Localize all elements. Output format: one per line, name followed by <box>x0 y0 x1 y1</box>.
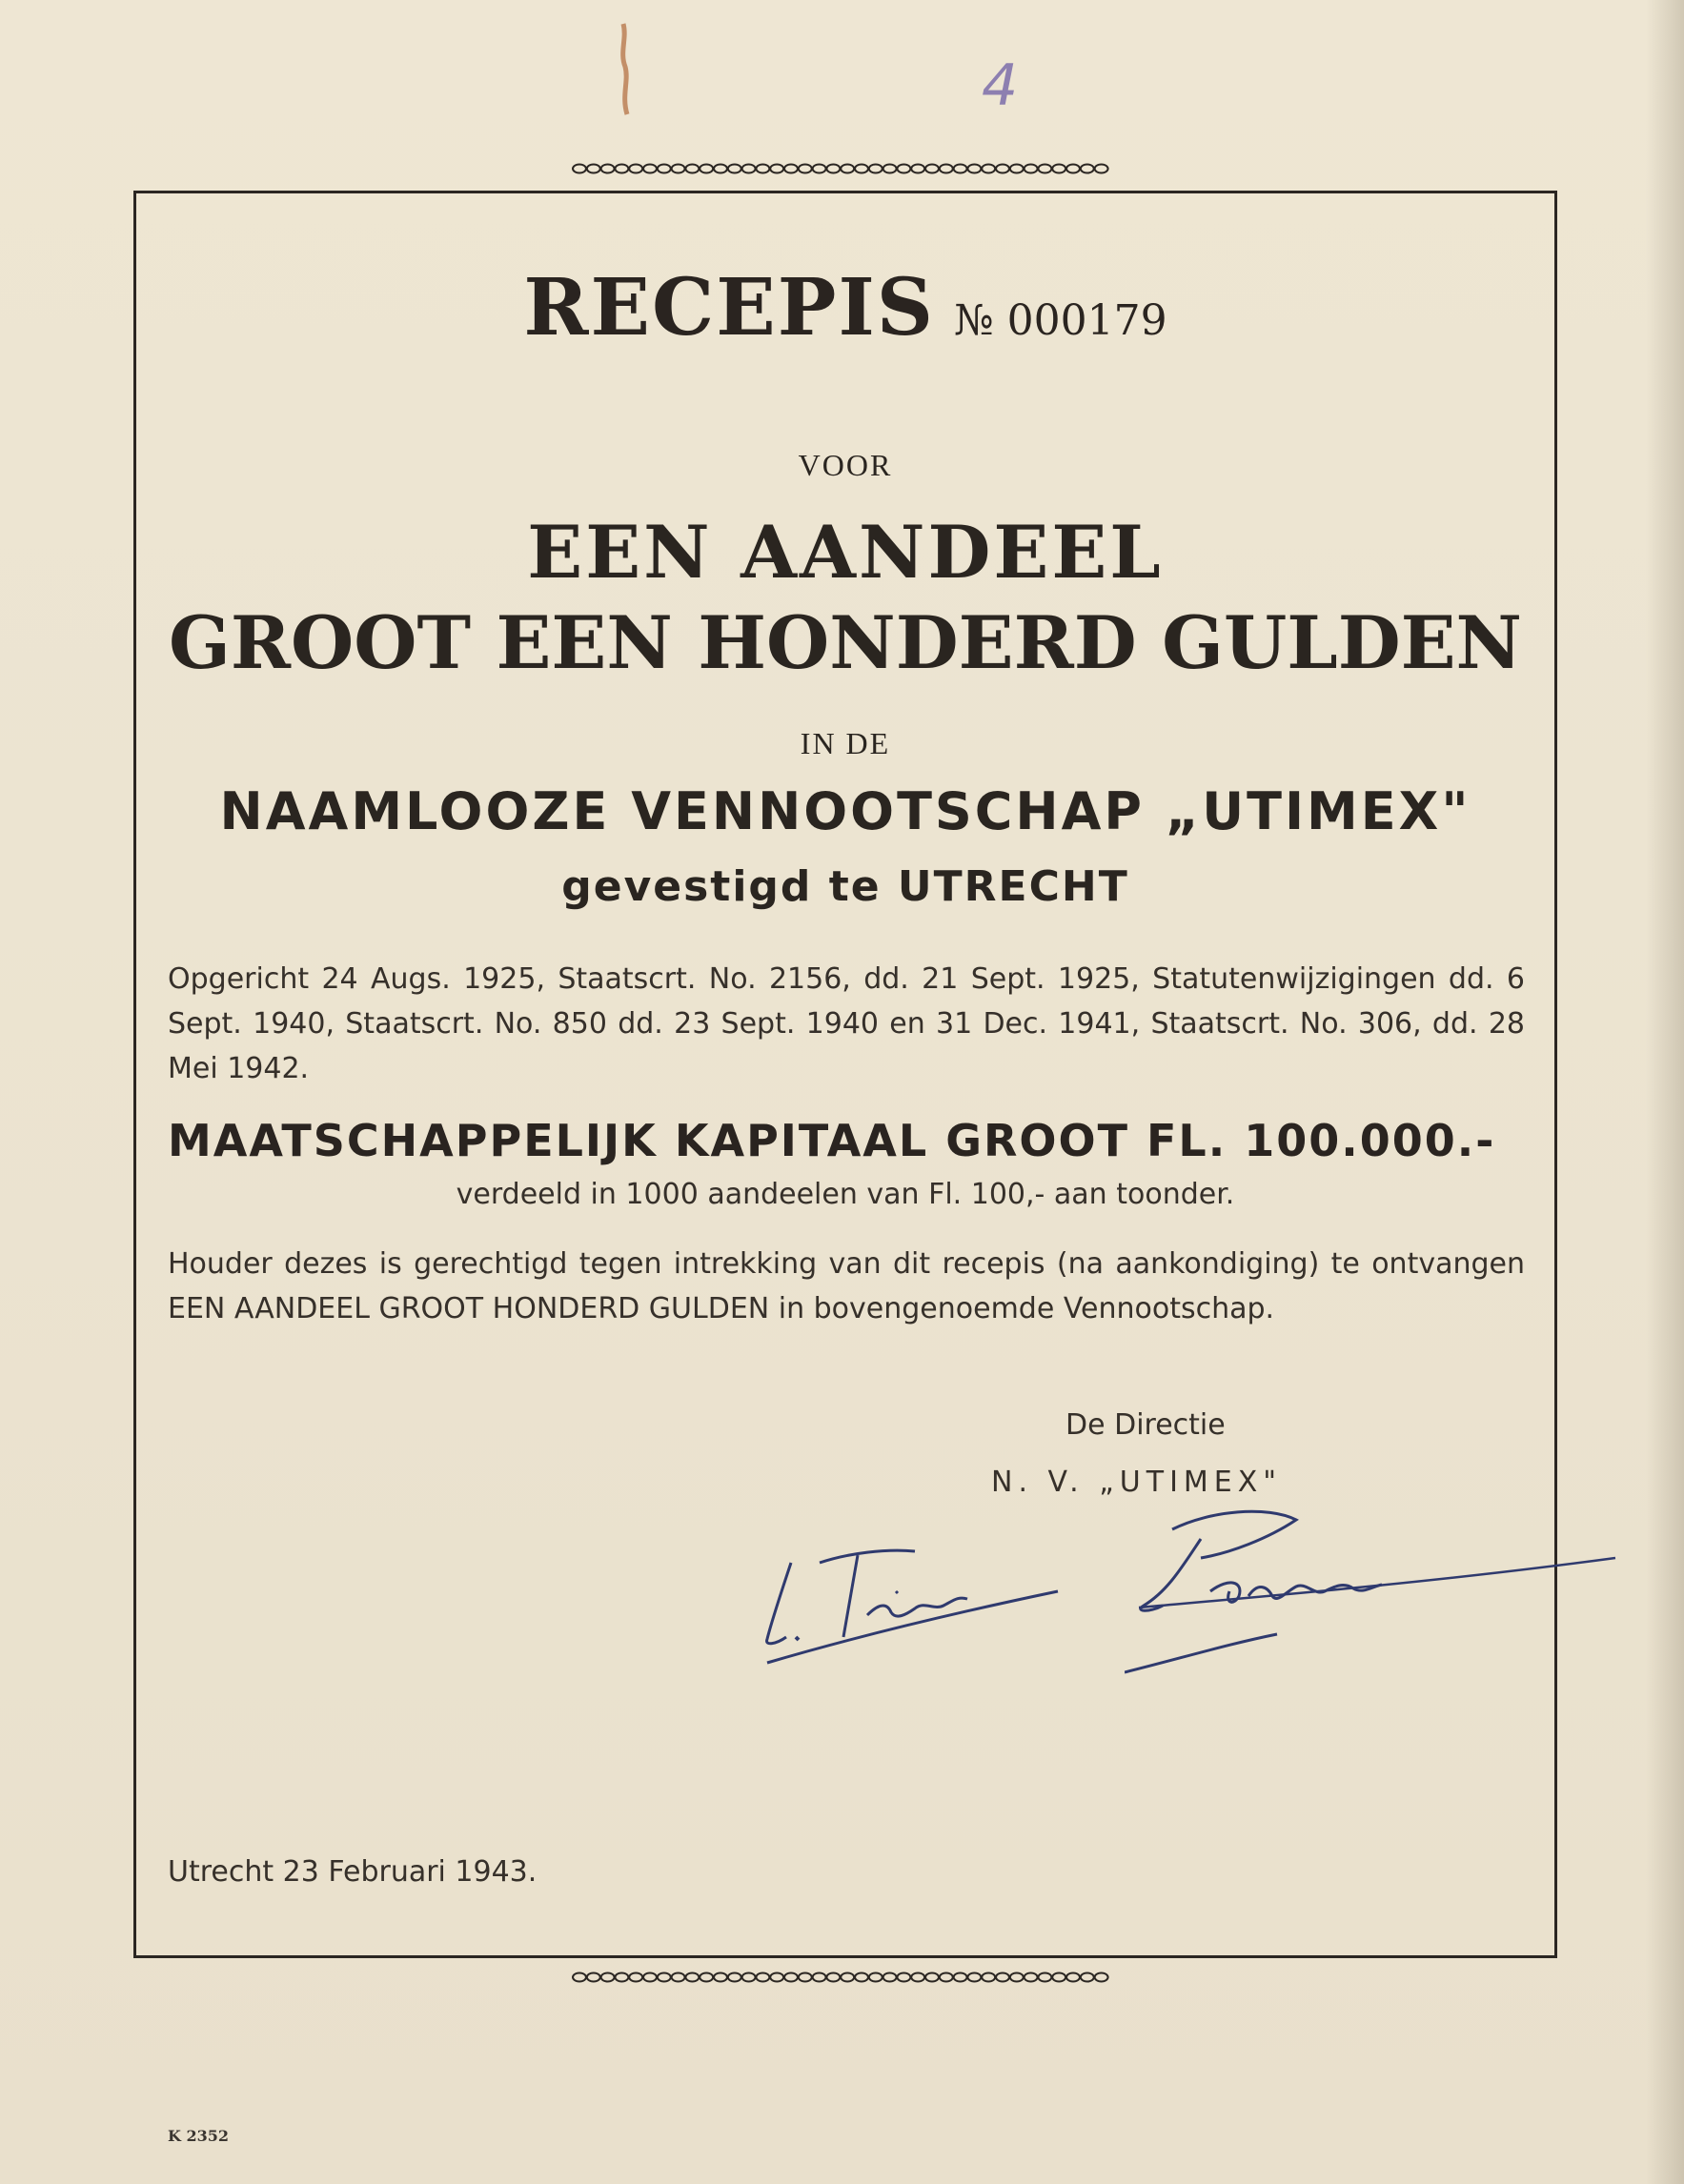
ornament-link <box>1081 165 1094 173</box>
document-title: RECEPIS <box>523 262 936 354</box>
ornament-link <box>1095 165 1108 173</box>
ornament-link <box>615 1973 628 1982</box>
ornament-link <box>982 1973 995 1982</box>
company-name: NAAMLOOZE VENNOOTSCHAP „UTIMEX" <box>219 781 1471 841</box>
ornament-link <box>1052 1973 1065 1982</box>
ornament-link <box>911 1973 924 1982</box>
ornament-link <box>883 1973 897 1982</box>
ornament-link <box>967 1973 981 1982</box>
ornament-link <box>799 1973 812 1982</box>
ornament-link <box>573 1973 586 1982</box>
ornament-link <box>826 1973 840 1982</box>
ornament-link <box>940 1973 953 1982</box>
ornament-link <box>1010 165 1024 173</box>
ornament-link <box>714 1973 727 1982</box>
ornament-link <box>911 165 924 173</box>
signature-right <box>1125 1501 1620 1682</box>
title-row <box>133 262 1557 354</box>
ornament-link <box>573 165 586 173</box>
ornament-link <box>897 1973 910 1982</box>
ornament-link <box>1066 165 1080 173</box>
in-de-label: IN DE <box>800 726 891 760</box>
ornament-link <box>1095 1973 1108 1982</box>
ornament-link <box>770 165 783 173</box>
receipt-number: № 000179 <box>954 296 1167 345</box>
ornament-link <box>967 165 981 173</box>
ornament-link <box>799 165 812 173</box>
place-and-date: Utrecht 23 Februari 1943. <box>168 1855 538 1889</box>
ornament-link <box>700 165 713 173</box>
ornament-link <box>700 1973 713 1982</box>
voor-label: VOOR <box>798 448 893 482</box>
ornament-link <box>728 165 741 173</box>
ornament-bottom <box>572 1969 1115 1986</box>
ornament-link <box>925 165 939 173</box>
ornament-link <box>1010 1973 1024 1982</box>
ornament-link <box>714 165 727 173</box>
ornament-link <box>685 1973 699 1982</box>
ornament-link <box>643 1973 657 1982</box>
ornament-link <box>658 165 671 173</box>
ornament-link <box>996 1973 1009 1982</box>
ornament-link <box>615 165 628 173</box>
ornament-link <box>954 1973 967 1982</box>
ornament-link <box>1038 165 1051 173</box>
ornament-link <box>1025 1973 1038 1982</box>
ornament-link <box>672 1973 685 1982</box>
capital-line: MAATSCHAPPELIJK KAPITAAL GROOT FL. 100.000.- <box>168 1115 1496 1166</box>
ornament-link <box>685 165 699 173</box>
ornament-link <box>672 165 685 173</box>
ornament-link <box>813 1973 826 1982</box>
ornament-link <box>897 165 910 173</box>
shares-division-line: verdeeld in 1000 aandeelen van Fl. 100,- aan toonder. <box>456 1178 1235 1211</box>
ornament-link <box>841 1973 854 1982</box>
ornament-link <box>728 1973 741 1982</box>
ornament-link <box>784 1973 798 1982</box>
ornament-link <box>883 165 897 173</box>
ornament-link <box>629 1973 642 1982</box>
directie-label: De Directie <box>1065 1408 1226 1442</box>
holder-paragraph: Houder dezes is gerechtigd tegen intrekking van dit recepis (na aankondiging) te ontvangen EEN AANDEEL GROOT HONDERD GULDEN in bovengenoemde Vennootschap. <box>168 1247 1525 1325</box>
ornament-link <box>643 165 657 173</box>
ornament-link <box>982 165 995 173</box>
ornament-link <box>940 165 953 173</box>
ornament-link <box>601 165 615 173</box>
nv-name: N. V. „UTIMEX" <box>991 1466 1283 1499</box>
ornament-link <box>813 165 826 173</box>
ornament-link <box>1066 1973 1080 1982</box>
ornament-link <box>855 1973 868 1982</box>
ornament-link <box>587 1973 600 1982</box>
ornament-link <box>1038 1973 1051 1982</box>
founding-paragraph: Opgericht 24 Augs. 1925, Staatscrt. No. 2156, dd. 21 Sept. 1925, Statutenwijzigingen dd. 6 Sept. 1940, Staatscrt. No. 850 dd. 23 Sept. 1940 en 31 Dec. 1941, Staatscrt. No. 306, dd. 28 Mei 1942. <box>168 962 1525 1085</box>
ornament-link <box>869 1973 883 1982</box>
share-heading-line2: GROOT EEN HONDERD GULDEN <box>168 600 1523 685</box>
ornament-link <box>658 1973 671 1982</box>
ornament-link <box>587 165 600 173</box>
ornament-top <box>572 160 1115 177</box>
share-heading-line1: EEN AANDEEL <box>527 510 1164 595</box>
ornament-link <box>954 165 967 173</box>
signature-left <box>753 1525 1067 1668</box>
ornament-link <box>826 165 840 173</box>
ornament-link <box>742 165 756 173</box>
paper-edge-shadow <box>1646 0 1684 2184</box>
rust-stain <box>610 19 639 124</box>
ornament-link <box>756 1973 769 1982</box>
ornament-link <box>629 165 642 173</box>
ornament-link <box>770 1973 783 1982</box>
company-seat: gevestigd te UTRECHT <box>561 862 1129 911</box>
pencil-mark: 4 <box>982 52 1019 119</box>
ornament-link <box>869 165 883 173</box>
ornament-link <box>742 1973 756 1982</box>
printer-code: K 2352 <box>168 2127 230 2145</box>
ornament-link <box>841 165 854 173</box>
ornament-link <box>855 165 868 173</box>
ornament-link <box>756 165 769 173</box>
ornament-link <box>1025 165 1038 173</box>
ornament-link <box>996 165 1009 173</box>
ornament-link <box>601 1973 615 1982</box>
ornament-link <box>1081 1973 1094 1982</box>
ornament-link <box>784 165 798 173</box>
ornament-link <box>1052 165 1065 173</box>
ornament-link <box>925 1973 939 1982</box>
